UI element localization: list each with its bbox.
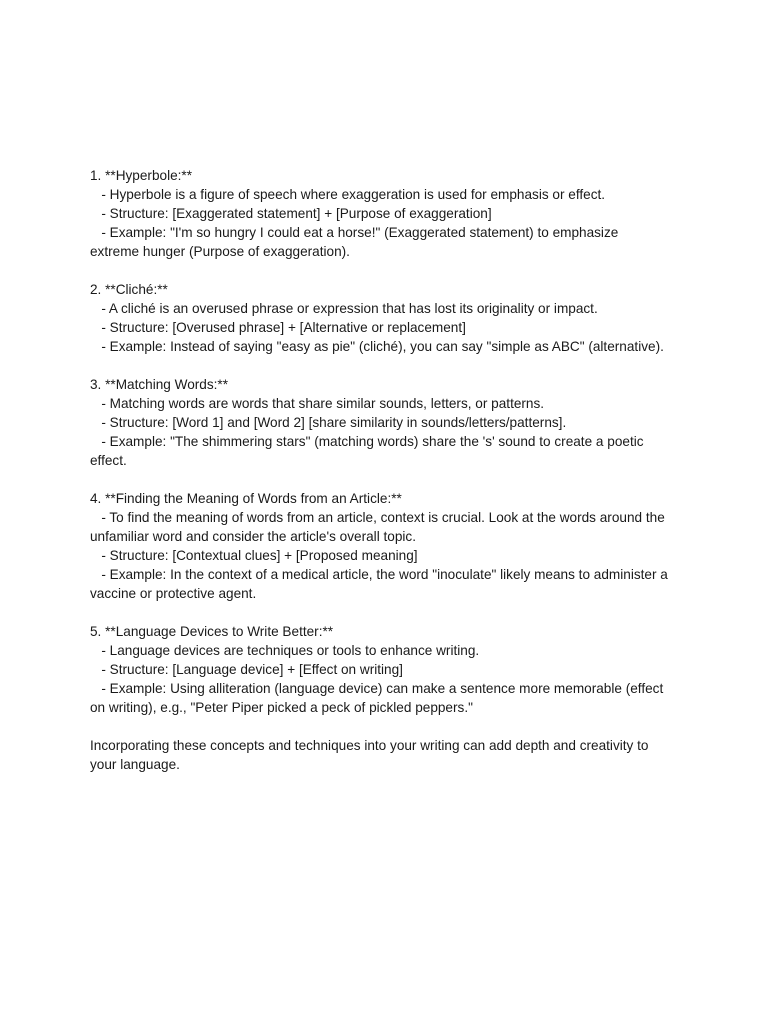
closing-line: your language.: [90, 757, 180, 772]
section-line: - Structure: [Contextual clues] + [Proposed meaning]: [90, 548, 418, 563]
paragraph-spacer: [90, 261, 690, 280]
section-heading: 3. **Matching Words:**: [90, 377, 229, 392]
section-hyperbole: [90, 166, 690, 261]
section-line: - Matching words are words that share similar sounds, letters, or patterns.: [90, 396, 545, 411]
section-line: - Example: "The shimmering stars" (matching words) share the 's' sound to create a poetic: [90, 434, 644, 449]
section-line: - Example: In the context of a medical article, the word "inoculate" likely means to administer a: [90, 567, 668, 582]
paragraph-spacer: [90, 717, 690, 736]
closing-line: Incorporating these concepts and techniques into your writing can add depth and creativity to: [90, 738, 649, 753]
section-heading: 2. **Cliché:**: [90, 282, 168, 297]
section-heading: 5. **Language Devices to Write Better:**: [90, 624, 334, 639]
section-line: - Structure: [Overused phrase] + [Alternative or replacement]: [90, 320, 466, 335]
section-line: extreme hunger (Purpose of exaggeration).: [90, 244, 350, 259]
section-language-devices: [90, 622, 690, 717]
section-line: - Example: Instead of saying "easy as pie" (cliché), you can say "simple as ABC" (alternative).: [90, 339, 664, 354]
section-line: on writing), e.g., "Peter Piper picked a peck of pickled peppers.": [90, 700, 473, 715]
section-line: - Language devices are techniques or tools to enhance writing.: [90, 643, 480, 658]
section-line: - To find the meaning of words from an article, context is crucial. Look at the words around the: [90, 510, 665, 525]
paragraph-spacer: [90, 603, 690, 622]
section-heading: 1. **Hyperbole:**: [90, 168, 193, 183]
section-heading: 4. **Finding the Meaning of Words from an Article:**: [90, 491, 402, 506]
section-cliche: [90, 280, 690, 356]
paragraph-spacer: [90, 356, 690, 375]
section-line: effect.: [90, 453, 127, 468]
section-line: - Structure: [Word 1] and [Word 2] [share similarity in sounds/letters/patterns].: [90, 415, 567, 430]
section-line: - A cliché is an overused phrase or expression that has lost its originality or impact.: [90, 301, 598, 316]
section-line: - Structure: [Exaggerated statement] + [Purpose of exaggeration]: [90, 206, 492, 221]
section-matching-words: [90, 375, 690, 470]
closing-paragraph: [90, 736, 690, 774]
section-line: - Example: "I'm so hungry I could eat a horse!" (Exaggerated statement) to emphasize: [90, 225, 619, 240]
section-line: - Hyperbole is a figure of speech where exaggeration is used for emphasis or effect.: [90, 187, 606, 202]
document-body: [90, 166, 690, 774]
section-line: unfamiliar word and consider the article's overall topic.: [90, 529, 416, 544]
section-line: - Example: Using alliteration (language device) can make a sentence more memorable (effect: [90, 681, 664, 696]
paragraph-spacer: [90, 470, 690, 489]
section-line: - Structure: [Language device] + [Effect on writing]: [90, 662, 403, 677]
section-line: vaccine or protective agent.: [90, 586, 257, 601]
section-finding-meaning: [90, 489, 690, 603]
